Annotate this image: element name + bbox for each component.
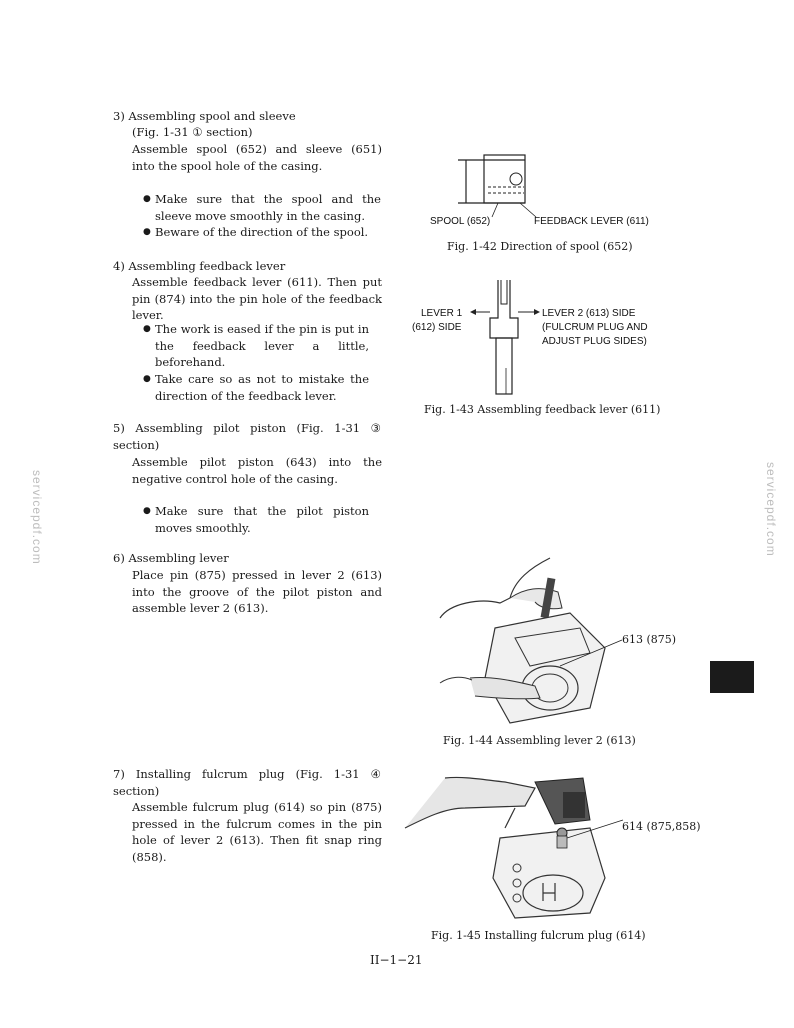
section-3-bullet-2: ● Beware of the direction of the spool. [143,224,381,241]
figure-1-43-label-lever-2: LEVER 2 (613) SIDE [542,308,636,319]
section-6-body: Place pin (875) pressed in lever 2 (613) into the groove of the pilot piston and assemble lever 2 (613). [132,568,382,615]
figure-1-42-label-feedback-lever: FEEDBACK LEVER (611) [534,216,649,227]
figure-1-43-label-lever-1-side: (612) SIDE [412,322,462,333]
figure-1-43-label-lever-1: LEVER 1 [421,308,463,319]
figure-1-43-label-lever-2-detail-1: (FULCRUM PLUG AND [542,322,648,333]
watermark-left: servicepdf.com [30,470,44,565]
figure-1-43-caption: Fig. 1-43 Assembling feedback lever (611) [424,403,661,416]
section-5-heading: 5) Assembling pilot piston (Fig. 1-31 ③ section) [113,421,381,452]
section-4-heading: 4) Assembling feedback lever [113,259,286,273]
figure-1-45-callout: 614 (875,858) [622,820,701,833]
section-4-body: Assemble feedback lever (611). Then put pin (874) into the pin hole of the feedback lever. [132,275,382,322]
section-3-body: Assemble spool (652) and sleeve (651) into the spool hole of the casing. [132,142,382,173]
page-number: II−1−21 [370,953,423,967]
figure-1-45-caption: Fig. 1-45 Installing fulcrum plug (614) [431,929,646,942]
figure-1-44-callout: 613 (875) [622,633,677,646]
figure-1-42-label-spool: SPOOL (652) [430,216,491,227]
figure-1-43-label-lever-2-detail-2: ADJUST PLUG SIDES) [542,336,647,347]
section-4-bullet-1: ● The work is eased if the pin is put in the feedback lever a little, beforehand. [143,321,369,371]
section-3-bullet-1: ● Make sure that the spool and the sleeve move smoothly in the casing. [143,191,381,224]
section-5-bullet-1: ● Make sure that the pilot piston moves smoothly. [143,503,369,536]
section-3-heading: 3) Assembling spool and sleeve [113,109,296,123]
watermark-right: servicepdf.com [764,462,778,557]
figure-1-44-caption: Fig. 1-44 Assembling lever 2 (613) [443,734,636,747]
section-7-heading: 7) Installing fulcrum plug (Fig. 1-31 ④ section) [113,767,381,798]
figure-1-45-assembly-photo [405,768,635,928]
section-3-ref: (Fig. 1-31 ① section) [132,125,253,139]
section-7-body: Assemble fulcrum plug (614) so pin (875) pressed in the fulcrum comes in the pin hole of lever 2 (613). Then fit snap ring (858). [132,800,382,864]
section-5-body: Assemble pilot piston (643) into the negative control hole of the casing. [132,455,382,486]
figure-1-42-caption: Fig. 1-42 Direction of spool (652) [447,240,633,253]
section-4-bullet-2: ● Take care so as not to mistake the direction of the feedback lever. [143,371,369,404]
section-tab-marker [710,661,754,693]
section-6-heading: 6) Assembling lever [113,551,229,565]
